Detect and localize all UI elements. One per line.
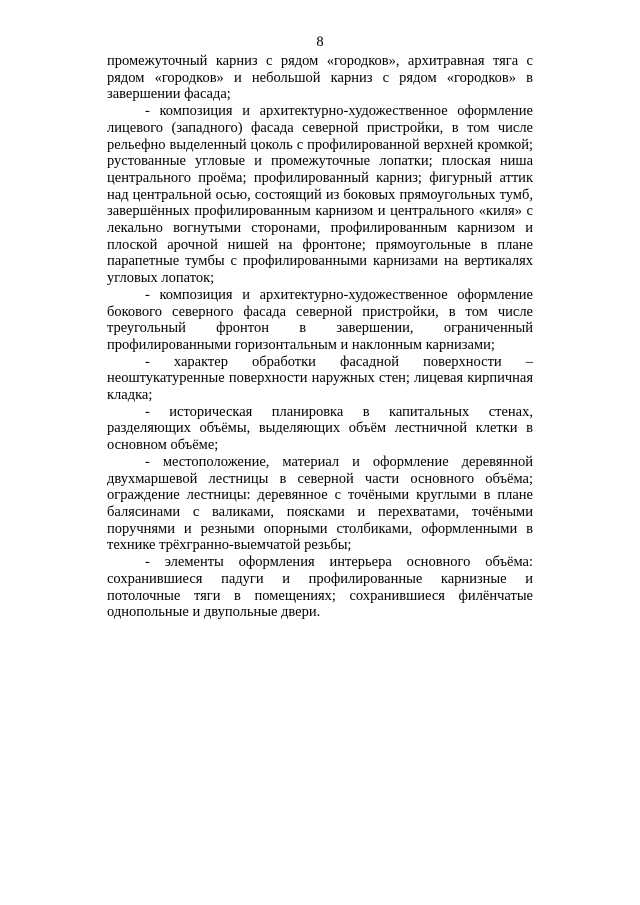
document-body — [107, 53, 533, 621]
list-item-west-facade: - композиция и архитектурно-художественное оформление лицевого (западного) фасада северной пристройки, в том числе рельефно выделенный цоколь с профилированной верхней кромкой; рустованные угловые и промежуточные лопатки; плоская ниша центрального проёма; профилированный карниз; фигурный аттик над центральной осью, состоящий из боковых прямоугольных тумб, завершённых профилированным карнизом и центрального «киля» с лекально вогнутыми сторонами, профилированным карнизом и плоской арочной нишей на фронтоне; прямоугольные в плане парапетные тумбы с профилированными карнизами на вертикалях угловых лопаток; — [107, 103, 533, 287]
list-item-staircase: - местоположение, материал и оформление деревянной двухмаршевой лестницы в северной части основного объёма; ограждение лестницы: деревянное с точёными круглыми в плане балясинами с валиками, поясками и перехватами, точёными поручнями и резными опорными столбиками, оформленными в технике трёхгранно-выемчатой резьбы; — [107, 453, 533, 554]
list-item-north-facade: - композиция и архитектурно-художественное оформление бокового северного фасада северной пристройки, в том числе треугольный фронтон в завершении, ограниченный профилированными горизонтальным и наклонным карнизами; — [107, 286, 533, 353]
list-item-historic-layout: - историческая планировка в капитальных стенах, разделяющих объёмы, выделяющих объём лестничной клетки в основном объёме; — [107, 403, 533, 454]
list-item-surface-treatment: - характер обработки фасадной поверхности – неоштукатуренные поверхности наружных стен; лицевая кирпичная кладка; — [107, 353, 533, 404]
page-number: 8 — [316, 34, 324, 50]
list-item-interior-elements: - элементы оформления интерьера основного объёма: сохранившиеся падуги и профилированные карнизные и потолочные тяги в помещениях; сохранившиеся филёнчатые однопольные и двупольные двери. — [107, 554, 533, 621]
paragraph-continuation: промежуточный карниз с рядом «городков», архитравная тяга с рядом «городков» и небольшой карниз с рядом «городков» в завершении фасада; — [107, 53, 533, 103]
